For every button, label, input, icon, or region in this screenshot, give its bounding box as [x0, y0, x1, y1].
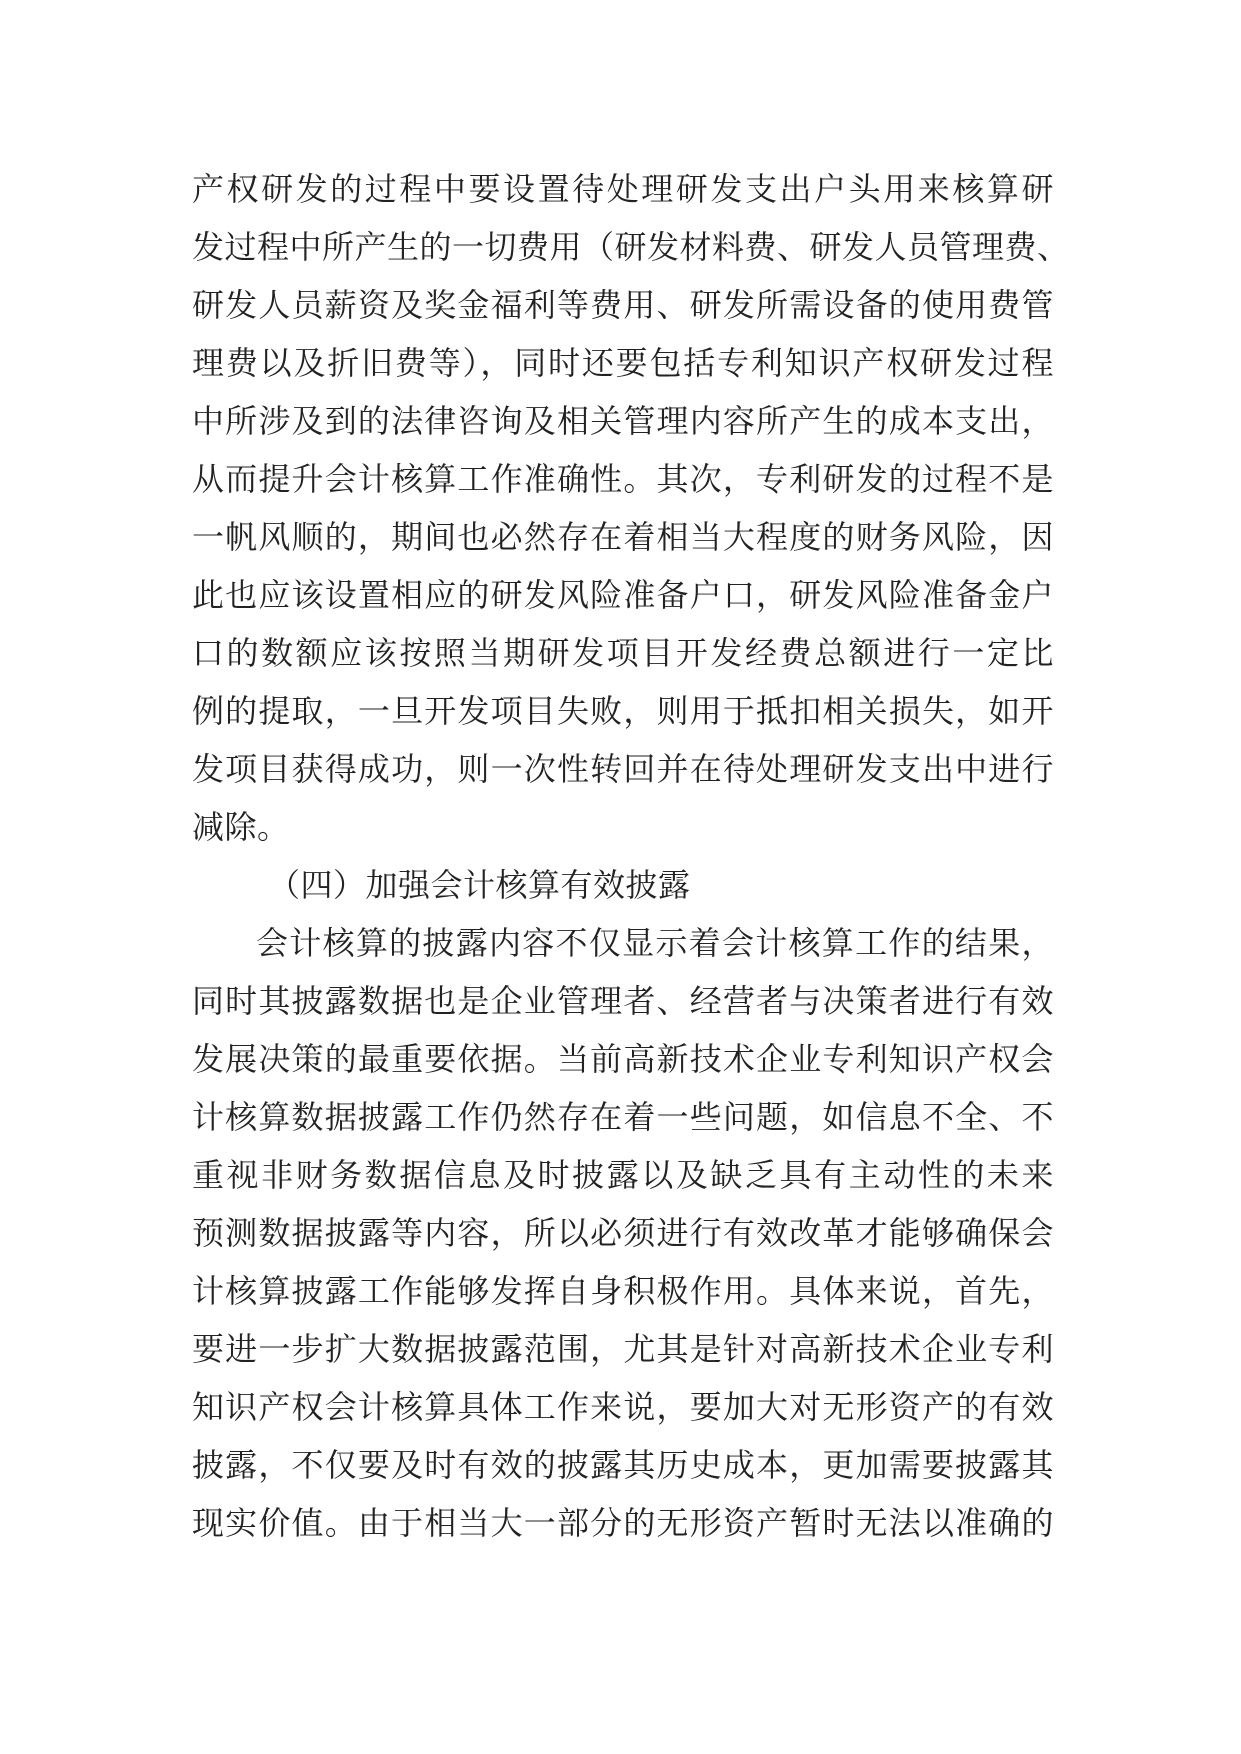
paragraph-disclosure [192, 914, 1054, 1552]
text-line: 同时其披露数据也是企业管理者、经营者与决策者进行有效 [192, 982, 1054, 1020]
text-line: 此也应该设置相应的研发风险准备户口，研发风险准备金户 [192, 576, 1054, 614]
text-line: 发展决策的最重要依据。当前高新技术企业专利知识产权会 [192, 1040, 1054, 1078]
text-line: 现实价值。由于相当大一部分的无形资产暂时无法以准确的 [192, 1504, 1054, 1542]
text-line: 一帆风顺的，期间也必然存在着相当大程度的财务风险，因 [192, 518, 1054, 556]
text-line: 从而提升会计核算工作准确性。其次，专利研发的过程不是 [192, 460, 1054, 498]
text-line: 要进一步扩大数据披露范围，尤其是针对高新技术企业专利 [192, 1330, 1054, 1368]
text-line: 产权研发的过程中要设置待处理研发支出户头用来核算研 [192, 170, 1054, 208]
text-line: 知识产权会计核算具体工作来说，要加大对无形资产的有效 [192, 1388, 1054, 1426]
text-line: 披露，不仅要及时有效的披露其历史成本，更加需要披露其 [192, 1446, 1054, 1484]
text-line: 计核算数据披露工作仍然存在着一些问题，如信息不全、不 [192, 1098, 1054, 1136]
text-line: 会计核算的披露内容不仅显示着会计核算工作的结果， [256, 924, 1054, 962]
text-line: 预测数据披露等内容，所以必须进行有效改革才能够确保会 [192, 1214, 1054, 1252]
section-heading: （四）加强会计核算有效披露 [268, 866, 691, 904]
text-line: 发过程中所产生的一切费用（研发材料费、研发人员管理费、 [192, 228, 1070, 266]
text-line: 发项目获得成功，则一次性转回并在待处理研发支出中进行 [192, 750, 1054, 788]
paragraph-rd-accounts [192, 160, 1070, 856]
text-line: 理费以及折旧费等），同时还要包括专利知识产权研发过程 [192, 344, 1054, 382]
text-line: 重视非财务数据信息及时披露以及缺乏具有主动性的未来 [192, 1156, 1054, 1194]
text-line: 计核算披露工作能够发挥自身积极作用。具体来说，首先， [192, 1272, 1054, 1310]
text-line: 口的数额应该按照当期研发项目开发经费总额进行一定比 [192, 634, 1054, 672]
text-line: 中所涉及到的法律咨询及相关管理内容所产生的成本支出， [192, 402, 1054, 440]
text-line: 研发人员薪资及奖金福利等费用、研发所需设备的使用费管 [192, 286, 1054, 324]
document-body [192, 160, 1070, 1552]
text-line: 例的提取，一旦开发项目失败，则用于抵扣相关损失，如开 [192, 692, 1054, 730]
text-line: 减除。 [192, 808, 290, 846]
